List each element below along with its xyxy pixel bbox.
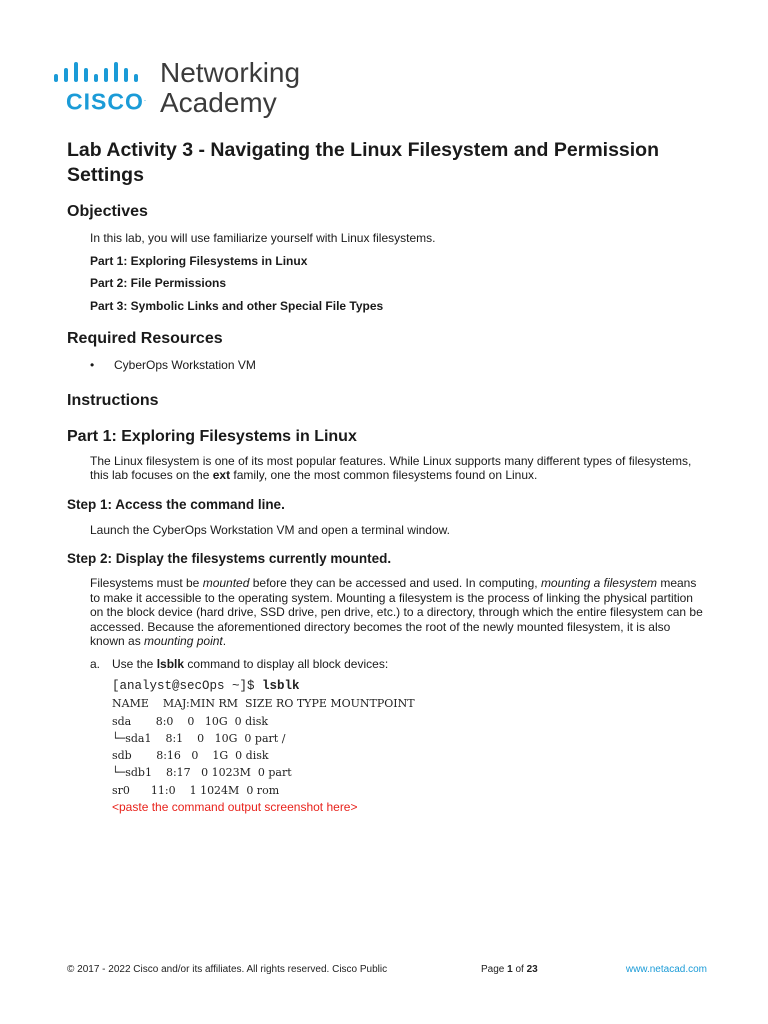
cisco-wordmark: CISCO.	[66, 88, 148, 115]
step2-item-a: a. Use the lsblk command to display all block devices:	[90, 656, 389, 671]
terminal-line: └─sda1 8:1 0 10G 0 part /	[112, 731, 286, 745]
logo-networking: Networking	[160, 57, 301, 88]
footer-copyright: © 2017 - 2022 Cisco and/or its affiliates. All rights reserved. Cisco Public	[67, 964, 388, 975]
objectives-heading: Objectives	[67, 203, 148, 220]
step1-heading: Step 1: Access the command line.	[67, 496, 285, 512]
instructions-heading: Instructions	[67, 391, 159, 409]
objectives-intro: In this lab, you will use familiarize yourself with Linux filesystems.	[90, 231, 436, 245]
terminal-line: NAME MAJ:MIN RM SIZE RO TYPE MOUNTPOINT	[112, 697, 415, 711]
objective-part-3: Part 3: Symbolic Links and other Special File Types	[90, 298, 384, 313]
terminal-output	[67, 677, 707, 814]
document-body	[67, 138, 707, 814]
step2-paragraph: Filesystems must be mounted before they can be accessed and used. In computing, mounting a filesystem means to make it accessible to the operating system. Mounting a filesystem is the process of linking the physical partition on the block device (hard drive, SSD drive, pen drive, etc.) to a directory, through which the entire filesystem can be accessed. Because the aforementioned directory becomes the root of the newly mounted filesystem, it is also known as mounting point.	[90, 576, 703, 648]
objective-part-1: Part 1: Exploring Filesystems in Linux	[90, 253, 308, 268]
resource-item: • CyberOps Workstation VM	[90, 358, 256, 372]
cisco-bars-icon	[52, 62, 148, 82]
resources-list	[67, 358, 707, 373]
step1-text: Launch the CyberOps Workstation VM and open a terminal window.	[90, 522, 450, 537]
part1-paragraph: The Linux filesystem is one of its most popular features. While Linux supports many different types of filesystems, this lab focuses on the ext family, one the most common filesystems found on Linux.	[90, 453, 692, 482]
part1-heading: Part 1: Exploring Filesystems in Linux	[67, 427, 357, 445]
terminal-line: sr0 11:0 1 1024M 0 rom	[112, 783, 280, 797]
terminal-line: └─sdb1 8:17 0 1023M 0 part	[112, 766, 292, 780]
page-title: Lab Activity 3 - Navigating the Linux Filesystem and Permission Settings	[67, 139, 660, 186]
resources-heading: Required Resources	[67, 330, 223, 347]
objective-part-2: Part 2: File Permissions	[90, 276, 227, 290]
cisco-networking-academy-logo	[52, 56, 312, 118]
terminal-line: sdb 8:16 0 1G 0 disk	[112, 749, 269, 763]
footer-page-number: Page 1 of 23	[481, 964, 538, 975]
terminal-line: sda 8:0 0 10G 0 disk	[112, 714, 269, 728]
screenshot-placeholder: <paste the command output screenshot here>	[112, 800, 358, 815]
logo-academy: Academy	[160, 87, 277, 118]
terminal-command-line: [analyst@secOps ~]$ lsblk	[112, 679, 300, 693]
footer-url-link[interactable]: www.netacad.com	[625, 964, 707, 975]
bullet-icon: •	[90, 358, 95, 372]
step2-heading: Step 2: Display the filesystems currently mounted.	[67, 551, 392, 566]
